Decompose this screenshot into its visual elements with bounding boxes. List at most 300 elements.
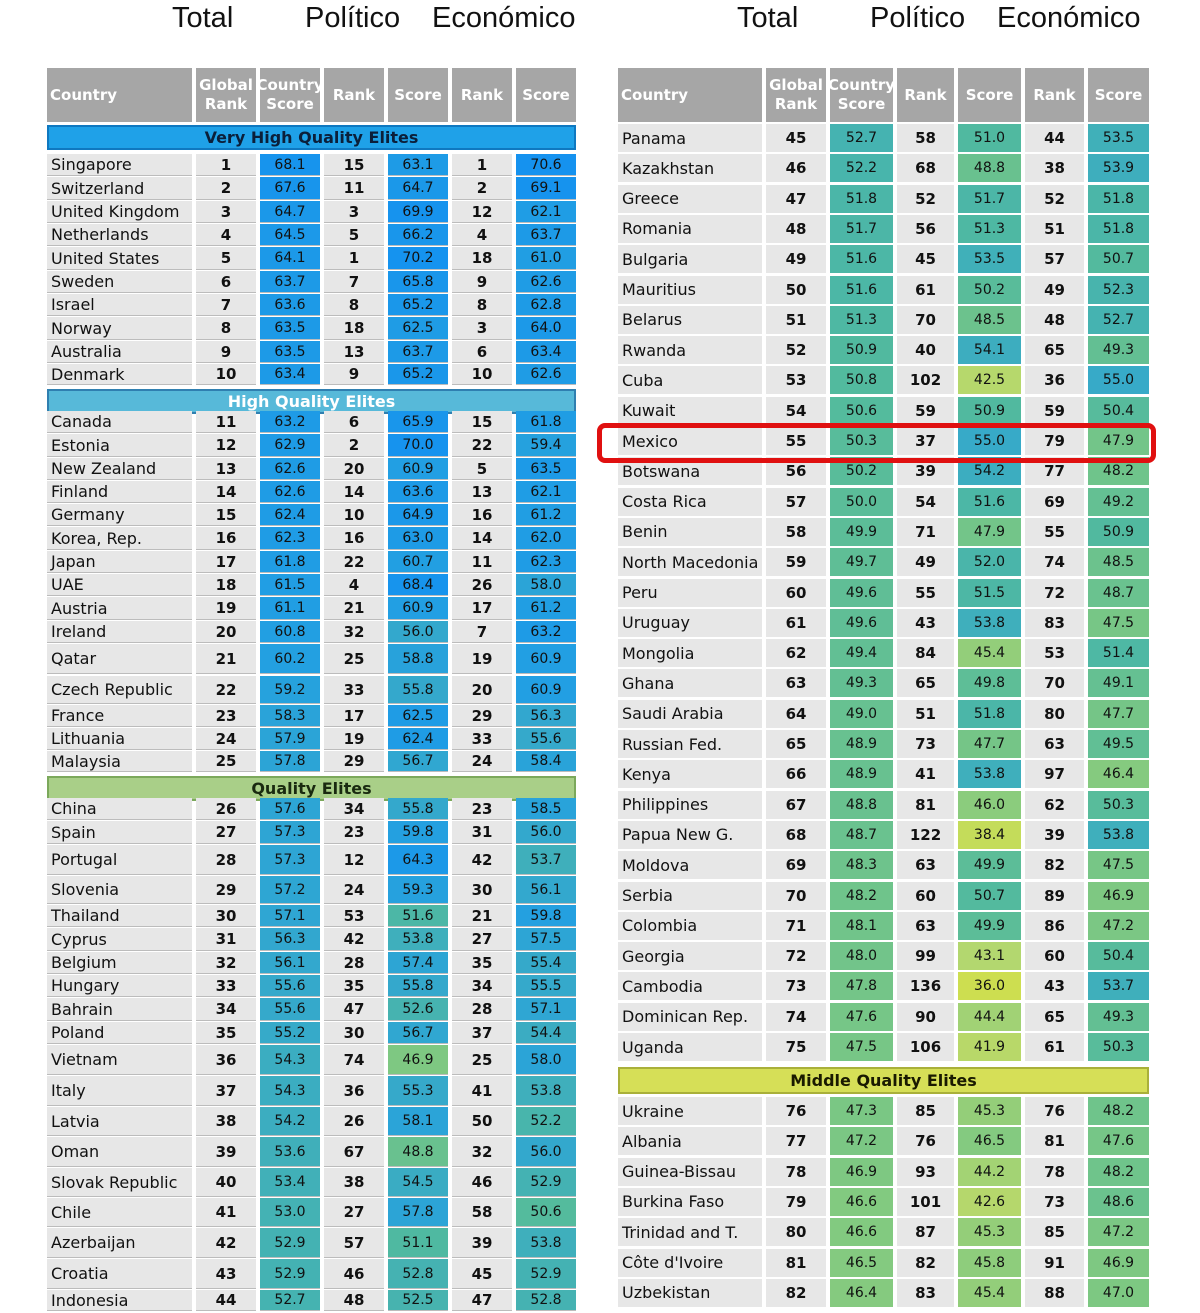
global-rank-cell: 22: [196, 676, 256, 704]
global-rank-cell: 72: [766, 942, 826, 970]
right-table-header: [618, 68, 1149, 122]
economic-score-cell: 63.4: [516, 341, 576, 363]
political-rank-cell: 58: [897, 124, 954, 152]
political-score-cell: 51.7: [958, 185, 1021, 213]
political-rank-cell: 2: [324, 434, 384, 457]
country-score-cell: 63.5: [260, 317, 320, 340]
economic-score-cell: 62.8: [516, 294, 576, 316]
table-row: [618, 1003, 1149, 1032]
table-row: [47, 728, 576, 751]
country-cell: Oman: [47, 1137, 192, 1167]
economic-score-cell: 58.5: [516, 798, 576, 820]
economic-score-cell: 63.2: [516, 621, 576, 643]
political-rank-cell: 52: [897, 185, 954, 213]
country-score-cell: 61.8: [260, 551, 320, 573]
table-row: [618, 185, 1149, 214]
political-score-cell: 60.7: [388, 551, 448, 573]
country-cell: Belgium: [47, 952, 192, 974]
political-score-cell: 51.6: [958, 488, 1021, 516]
political-score-cell: 65.2: [388, 294, 448, 316]
economic-score-cell: 47.5: [1088, 609, 1149, 637]
economic-rank-cell: 15: [452, 411, 512, 433]
economic-score-cell: 61.8: [516, 411, 576, 433]
economic-score-cell: 50.6: [516, 1198, 576, 1227]
country-score-cell: 55.2: [260, 1022, 320, 1044]
economic-rank-cell: 79: [1025, 427, 1084, 455]
table-row: [618, 760, 1149, 789]
country-cell: Canada: [47, 411, 192, 433]
country-cell: Uruguay: [618, 609, 762, 637]
country-cell: Sweden: [47, 271, 192, 293]
country-cell: UAE: [47, 574, 192, 596]
table-row: [618, 1279, 1149, 1308]
economic-rank-cell: 73: [1025, 1188, 1084, 1216]
economic-rank-cell: 38: [1025, 154, 1084, 182]
table-row: [47, 705, 576, 728]
header-economic-score: Score: [516, 68, 576, 122]
economic-rank-cell: 35: [452, 952, 512, 974]
economic-score-cell: 52.7: [1088, 306, 1149, 334]
country-score-cell: 48.2: [830, 882, 893, 910]
economic-rank-cell: 30: [452, 876, 512, 904]
economic-score-cell: 48.5: [1088, 548, 1149, 576]
economic-rank-cell: 70: [1025, 669, 1084, 697]
political-score-cell: 56.7: [388, 1022, 448, 1044]
global-rank-cell: 68: [766, 821, 826, 849]
country-cell: Ghana: [618, 669, 762, 697]
global-rank-cell: 6: [196, 271, 256, 293]
section-banner: High Quality Elites: [47, 389, 576, 414]
political-score-cell: 45.8: [958, 1249, 1021, 1277]
table-row: [618, 1033, 1149, 1062]
country-cell: Panama: [618, 124, 762, 152]
economic-rank-cell: 76: [1025, 1097, 1084, 1125]
country-cell: Spain: [47, 821, 192, 844]
section-banner: Middle Quality Elites: [618, 1067, 1149, 1094]
political-score-cell: 51.8: [958, 700, 1021, 728]
header-political-score: Score: [958, 68, 1021, 122]
political-rank-cell: 45: [897, 245, 954, 273]
political-score-cell: 62.5: [388, 317, 448, 340]
economic-score-cell: 46.9: [1088, 882, 1149, 910]
political-rank-cell: 17: [324, 705, 384, 727]
country-score-cell: 54.2: [260, 1107, 320, 1136]
country-cell: France: [47, 705, 192, 727]
political-score-cell: 44.2: [958, 1158, 1021, 1186]
economic-rank-cell: 44: [1025, 124, 1084, 152]
country-cell: Norway: [47, 317, 192, 340]
country-score-cell: 48.0: [830, 942, 893, 970]
political-rank-cell: 65: [897, 669, 954, 697]
economic-score-cell: 54.4: [516, 1022, 576, 1044]
political-score-cell: 59.8: [388, 821, 448, 844]
economic-score-cell: 56.3: [516, 705, 576, 727]
right-ranking-table: [618, 68, 1149, 1303]
economic-rank-cell: 57: [1025, 245, 1084, 273]
global-rank-cell: 31: [196, 928, 256, 951]
political-rank-cell: 67: [324, 1137, 384, 1167]
economic-rank-cell: 32: [452, 1137, 512, 1167]
table-row: [618, 639, 1149, 668]
economic-score-cell: 53.9: [1088, 154, 1149, 182]
economic-score-cell: 52.3: [1088, 276, 1149, 304]
political-score-cell: 45.4: [958, 639, 1021, 667]
header-political-rank: Rank: [324, 68, 384, 122]
table-row: [618, 306, 1149, 335]
political-score-cell: 63.0: [388, 527, 448, 550]
table-row: [47, 975, 576, 998]
global-rank-cell: 1: [196, 154, 256, 176]
economic-rank-cell: 24: [452, 751, 512, 772]
country-score-cell: 49.3: [830, 669, 893, 697]
country-score-cell: 61.1: [260, 597, 320, 620]
political-rank-cell: 73: [897, 730, 954, 758]
political-score-cell: 51.0: [958, 124, 1021, 152]
table-row: [618, 882, 1149, 911]
political-rank-cell: 9: [324, 364, 384, 385]
economic-rank-cell: 43: [1025, 972, 1084, 1000]
political-score-cell: 45.4: [958, 1279, 1021, 1307]
economic-rank-cell: 49: [1025, 276, 1084, 304]
country-score-cell: 57.8: [260, 751, 320, 772]
economic-score-cell: 47.2: [1088, 1218, 1149, 1246]
economic-score-cell: 70.6: [516, 154, 576, 176]
global-rank-cell: 66: [766, 760, 826, 788]
global-rank-cell: 15: [196, 504, 256, 526]
country-score-cell: 51.7: [830, 215, 893, 243]
economic-score-cell: 56.0: [516, 821, 576, 844]
table-row: [47, 154, 576, 177]
economic-rank-cell: 60: [1025, 942, 1084, 970]
global-rank-cell: 61: [766, 609, 826, 637]
table-row: [47, 364, 576, 386]
table-row: [47, 481, 576, 504]
economic-rank-cell: 59: [1025, 397, 1084, 425]
header-political-score: Score: [388, 68, 448, 122]
economic-score-cell: 53.8: [516, 1228, 576, 1258]
political-rank-cell: 10: [324, 504, 384, 526]
economic-rank-cell: 72: [1025, 579, 1084, 607]
country-cell: Azerbaijan: [47, 1228, 192, 1258]
global-rank-cell: 39: [196, 1137, 256, 1167]
country-score-cell: 52.9: [260, 1228, 320, 1258]
table-row: [47, 458, 576, 481]
table-row: [47, 821, 576, 845]
economic-score-cell: 52.9: [516, 1168, 576, 1197]
country-score-cell: 57.9: [260, 728, 320, 750]
global-rank-cell: 19: [196, 597, 256, 620]
economic-rank-cell: 17: [452, 597, 512, 620]
economic-rank-cell: 88: [1025, 1279, 1084, 1307]
global-rank-cell: 71: [766, 912, 826, 940]
global-rank-cell: 40: [196, 1168, 256, 1197]
economic-rank-cell: 85: [1025, 1218, 1084, 1246]
political-rank-cell: 6: [324, 411, 384, 433]
country-score-cell: 49.4: [830, 639, 893, 667]
political-rank-cell: 11: [324, 177, 384, 200]
country-cell: Cambodia: [618, 972, 762, 1000]
economic-rank-cell: 61: [1025, 1033, 1084, 1061]
economic-rank-cell: 33: [452, 728, 512, 750]
table-row: [47, 1259, 576, 1290]
global-rank-cell: 59: [766, 548, 826, 576]
political-score-cell: 49.9: [958, 851, 1021, 879]
country-score-cell: 63.6: [260, 294, 320, 316]
section-banner: Very High Quality Elites: [47, 125, 576, 150]
political-score-cell: 51.3: [958, 215, 1021, 243]
country-score-cell: 50.2: [830, 457, 893, 485]
country-cell: Germany: [47, 504, 192, 526]
global-rank-cell: 2: [196, 177, 256, 200]
country-cell: United States: [47, 247, 192, 270]
political-score-cell: 54.1: [958, 336, 1021, 364]
economic-rank-cell: 82: [1025, 851, 1084, 879]
global-rank-cell: 49: [766, 245, 826, 273]
country-cell: Colombia: [618, 912, 762, 940]
country-cell: Lithuania: [47, 728, 192, 750]
political-score-cell: 44.4: [958, 1003, 1021, 1031]
economic-score-cell: 47.7: [1088, 700, 1149, 728]
economic-rank-cell: 4: [452, 224, 512, 246]
economic-score-cell: 60.9: [516, 676, 576, 704]
table-row: [47, 621, 576, 644]
economic-rank-cell: 48: [1025, 306, 1084, 334]
global-rank-cell: 32: [196, 952, 256, 974]
economic-rank-cell: 37: [452, 1022, 512, 1044]
economic-score-cell: 61.2: [516, 504, 576, 526]
political-score-cell: 58.8: [388, 644, 448, 674]
country-cell: Slovenia: [47, 876, 192, 904]
country-cell: Romania: [618, 215, 762, 243]
country-score-cell: 63.5: [260, 341, 320, 363]
economic-score-cell: 53.8: [516, 1076, 576, 1106]
country-cell: Peru: [618, 579, 762, 607]
table-row: [618, 821, 1149, 850]
economic-rank-cell: 91: [1025, 1249, 1084, 1277]
political-rank-cell: 122: [897, 821, 954, 849]
country-score-cell: 62.6: [260, 458, 320, 480]
table-row: [47, 1137, 576, 1168]
political-score-cell: 46.0: [958, 791, 1021, 819]
country-cell: United Kingdom: [47, 201, 192, 223]
economic-score-cell: 52.9: [516, 1259, 576, 1289]
country-score-cell: 52.9: [260, 1259, 320, 1289]
global-rank-cell: 13: [196, 458, 256, 480]
political-rank-cell: 63: [897, 912, 954, 940]
political-rank-cell: 8: [324, 294, 384, 316]
country-cell: Austria: [47, 597, 192, 620]
political-rank-cell: 41: [897, 760, 954, 788]
table-row: [618, 791, 1149, 820]
economic-score-cell: 49.5: [1088, 730, 1149, 758]
global-rank-cell: 74: [766, 1003, 826, 1031]
country-cell: Saudi Arabia: [618, 700, 762, 728]
global-rank-cell: 57: [766, 488, 826, 516]
political-rank-cell: 30: [324, 1022, 384, 1044]
country-cell: Ireland: [47, 621, 192, 643]
global-rank-cell: 69: [766, 851, 826, 879]
political-score-cell: 47.7: [958, 730, 1021, 758]
economic-score-cell: 50.9: [1088, 518, 1149, 546]
global-rank-cell: 77: [766, 1127, 826, 1155]
political-score-cell: 53.8: [388, 928, 448, 951]
economic-rank-cell: 53: [1025, 639, 1084, 667]
economic-score-cell: 47.5: [1088, 851, 1149, 879]
political-score-cell: 63.1: [388, 154, 448, 176]
global-rank-cell: 10: [196, 364, 256, 385]
economic-score-cell: 69.1: [516, 177, 576, 200]
country-cell: Serbia: [618, 882, 762, 910]
global-rank-cell: 34: [196, 998, 256, 1021]
political-score-cell: 53.8: [958, 760, 1021, 788]
country-cell: Kuwait: [618, 397, 762, 425]
global-rank-cell: 52: [766, 336, 826, 364]
global-rank-cell: 58: [766, 518, 826, 546]
political-score-cell: 59.3: [388, 876, 448, 904]
global-rank-cell: 43: [196, 1259, 256, 1289]
country-score-cell: 48.9: [830, 730, 893, 758]
economic-rank-cell: 65: [1025, 1003, 1084, 1031]
global-rank-cell: 65: [766, 730, 826, 758]
country-score-cell: 47.6: [830, 1003, 893, 1031]
economic-rank-cell: 89: [1025, 882, 1084, 910]
economic-rank-cell: 46: [452, 1168, 512, 1197]
table-row: [618, 366, 1149, 395]
table-row: [47, 905, 576, 928]
global-rank-cell: 26: [196, 798, 256, 820]
global-rank-cell: 79: [766, 1188, 826, 1216]
economic-rank-cell: 16: [452, 504, 512, 526]
country-score-cell: 47.2: [830, 1127, 893, 1155]
global-rank-cell: 48: [766, 215, 826, 243]
table-row: [47, 201, 576, 224]
country-cell: Kenya: [618, 760, 762, 788]
political-score-cell: 64.3: [388, 845, 448, 875]
political-rank-cell: 1: [324, 247, 384, 270]
economic-rank-cell: 18: [452, 247, 512, 270]
table-row: [47, 876, 576, 905]
political-score-cell: 45.3: [958, 1218, 1021, 1246]
political-score-cell: 46.9: [388, 1045, 448, 1075]
political-rank-cell: 5: [324, 224, 384, 246]
country-cell: China: [47, 798, 192, 820]
economic-rank-cell: 58: [452, 1198, 512, 1227]
political-score-cell: 50.7: [958, 882, 1021, 910]
table-row: [618, 579, 1149, 608]
global-rank-cell: 16: [196, 527, 256, 550]
country-cell: Moldova: [618, 851, 762, 879]
political-rank-cell: 93: [897, 1158, 954, 1186]
table-row: [618, 669, 1149, 698]
country-cell: Belarus: [618, 306, 762, 334]
global-rank-cell: 53: [766, 366, 826, 394]
table-row: [618, 124, 1149, 153]
global-rank-cell: 51: [766, 306, 826, 334]
global-rank-cell: 81: [766, 1249, 826, 1277]
global-rank-cell: 78: [766, 1158, 826, 1186]
country-cell: Croatia: [47, 1259, 192, 1289]
economic-score-cell: 50.3: [1088, 791, 1149, 819]
economic-score-cell: 51.4: [1088, 639, 1149, 667]
political-rank-cell: 74: [324, 1045, 384, 1075]
table-row: [47, 527, 576, 551]
political-rank-cell: 16: [324, 527, 384, 550]
political-rank-cell: 4: [324, 574, 384, 596]
political-rank-cell: 13: [324, 341, 384, 363]
political-score-cell: 56.7: [388, 751, 448, 772]
political-score-cell: 56.0: [388, 621, 448, 643]
country-cell: Estonia: [47, 434, 192, 457]
political-rank-cell: 84: [897, 639, 954, 667]
economic-rank-cell: 47: [452, 1290, 512, 1311]
political-score-cell: 41.9: [958, 1033, 1021, 1061]
table-row: [47, 224, 576, 247]
country-cell: Australia: [47, 341, 192, 363]
global-rank-cell: 21: [196, 644, 256, 674]
economic-score-cell: 49.3: [1088, 336, 1149, 364]
global-rank-cell: 30: [196, 905, 256, 927]
economic-rank-cell: 62: [1025, 791, 1084, 819]
political-rank-cell: 87: [897, 1218, 954, 1246]
country-cell: Cuba: [618, 366, 762, 394]
political-score-cell: 65.8: [388, 271, 448, 293]
country-score-cell: 49.6: [830, 609, 893, 637]
economic-score-cell: 46.4: [1088, 760, 1149, 788]
header-country-score: Country Score: [260, 68, 320, 122]
left-table-header: [47, 68, 576, 122]
header-global-rank: Global Rank: [766, 68, 826, 122]
economic-score-cell: 55.4: [516, 952, 576, 974]
table-row: [47, 1022, 576, 1045]
economic-score-cell: 62.0: [516, 527, 576, 550]
economic-rank-cell: 12: [452, 201, 512, 223]
table-row: [618, 912, 1149, 941]
economic-rank-cell: 42: [452, 845, 512, 875]
global-rank-cell: 76: [766, 1097, 826, 1125]
country-score-cell: 47.3: [830, 1097, 893, 1125]
economic-score-cell: 57.1: [516, 998, 576, 1021]
political-score-cell: 48.8: [388, 1137, 448, 1167]
global-rank-cell: 12: [196, 434, 256, 457]
table-row: [47, 317, 576, 341]
global-rank-cell: 18: [196, 574, 256, 596]
country-cell: Rwanda: [618, 336, 762, 364]
country-cell: Côte d'Ivoire: [618, 1249, 762, 1277]
table-row: [618, 276, 1149, 305]
country-score-cell: 56.3: [260, 928, 320, 951]
political-rank-cell: 39: [897, 457, 954, 485]
left-politico-label: Político: [305, 2, 401, 34]
global-rank-cell: 17: [196, 551, 256, 573]
economic-rank-cell: 50: [452, 1107, 512, 1136]
political-score-cell: 38.4: [958, 821, 1021, 849]
table-row: [618, 942, 1149, 971]
economic-score-cell: 62.1: [516, 481, 576, 503]
economic-score-cell: 61.2: [516, 597, 576, 620]
political-rank-cell: 71: [897, 518, 954, 546]
political-score-cell: 49.8: [958, 669, 1021, 697]
country-cell: Portugal: [47, 845, 192, 875]
country-score-cell: 48.3: [830, 851, 893, 879]
economic-rank-cell: 29: [452, 705, 512, 727]
political-rank-cell: 26: [324, 1107, 384, 1136]
political-score-cell: 54.5: [388, 1168, 448, 1197]
economic-rank-cell: 10: [452, 364, 512, 385]
economic-rank-cell: 63: [1025, 730, 1084, 758]
country-cell: Indonesia: [47, 1290, 192, 1311]
table-row: [618, 1188, 1149, 1217]
country-cell: Guinea-Bissau: [618, 1158, 762, 1186]
